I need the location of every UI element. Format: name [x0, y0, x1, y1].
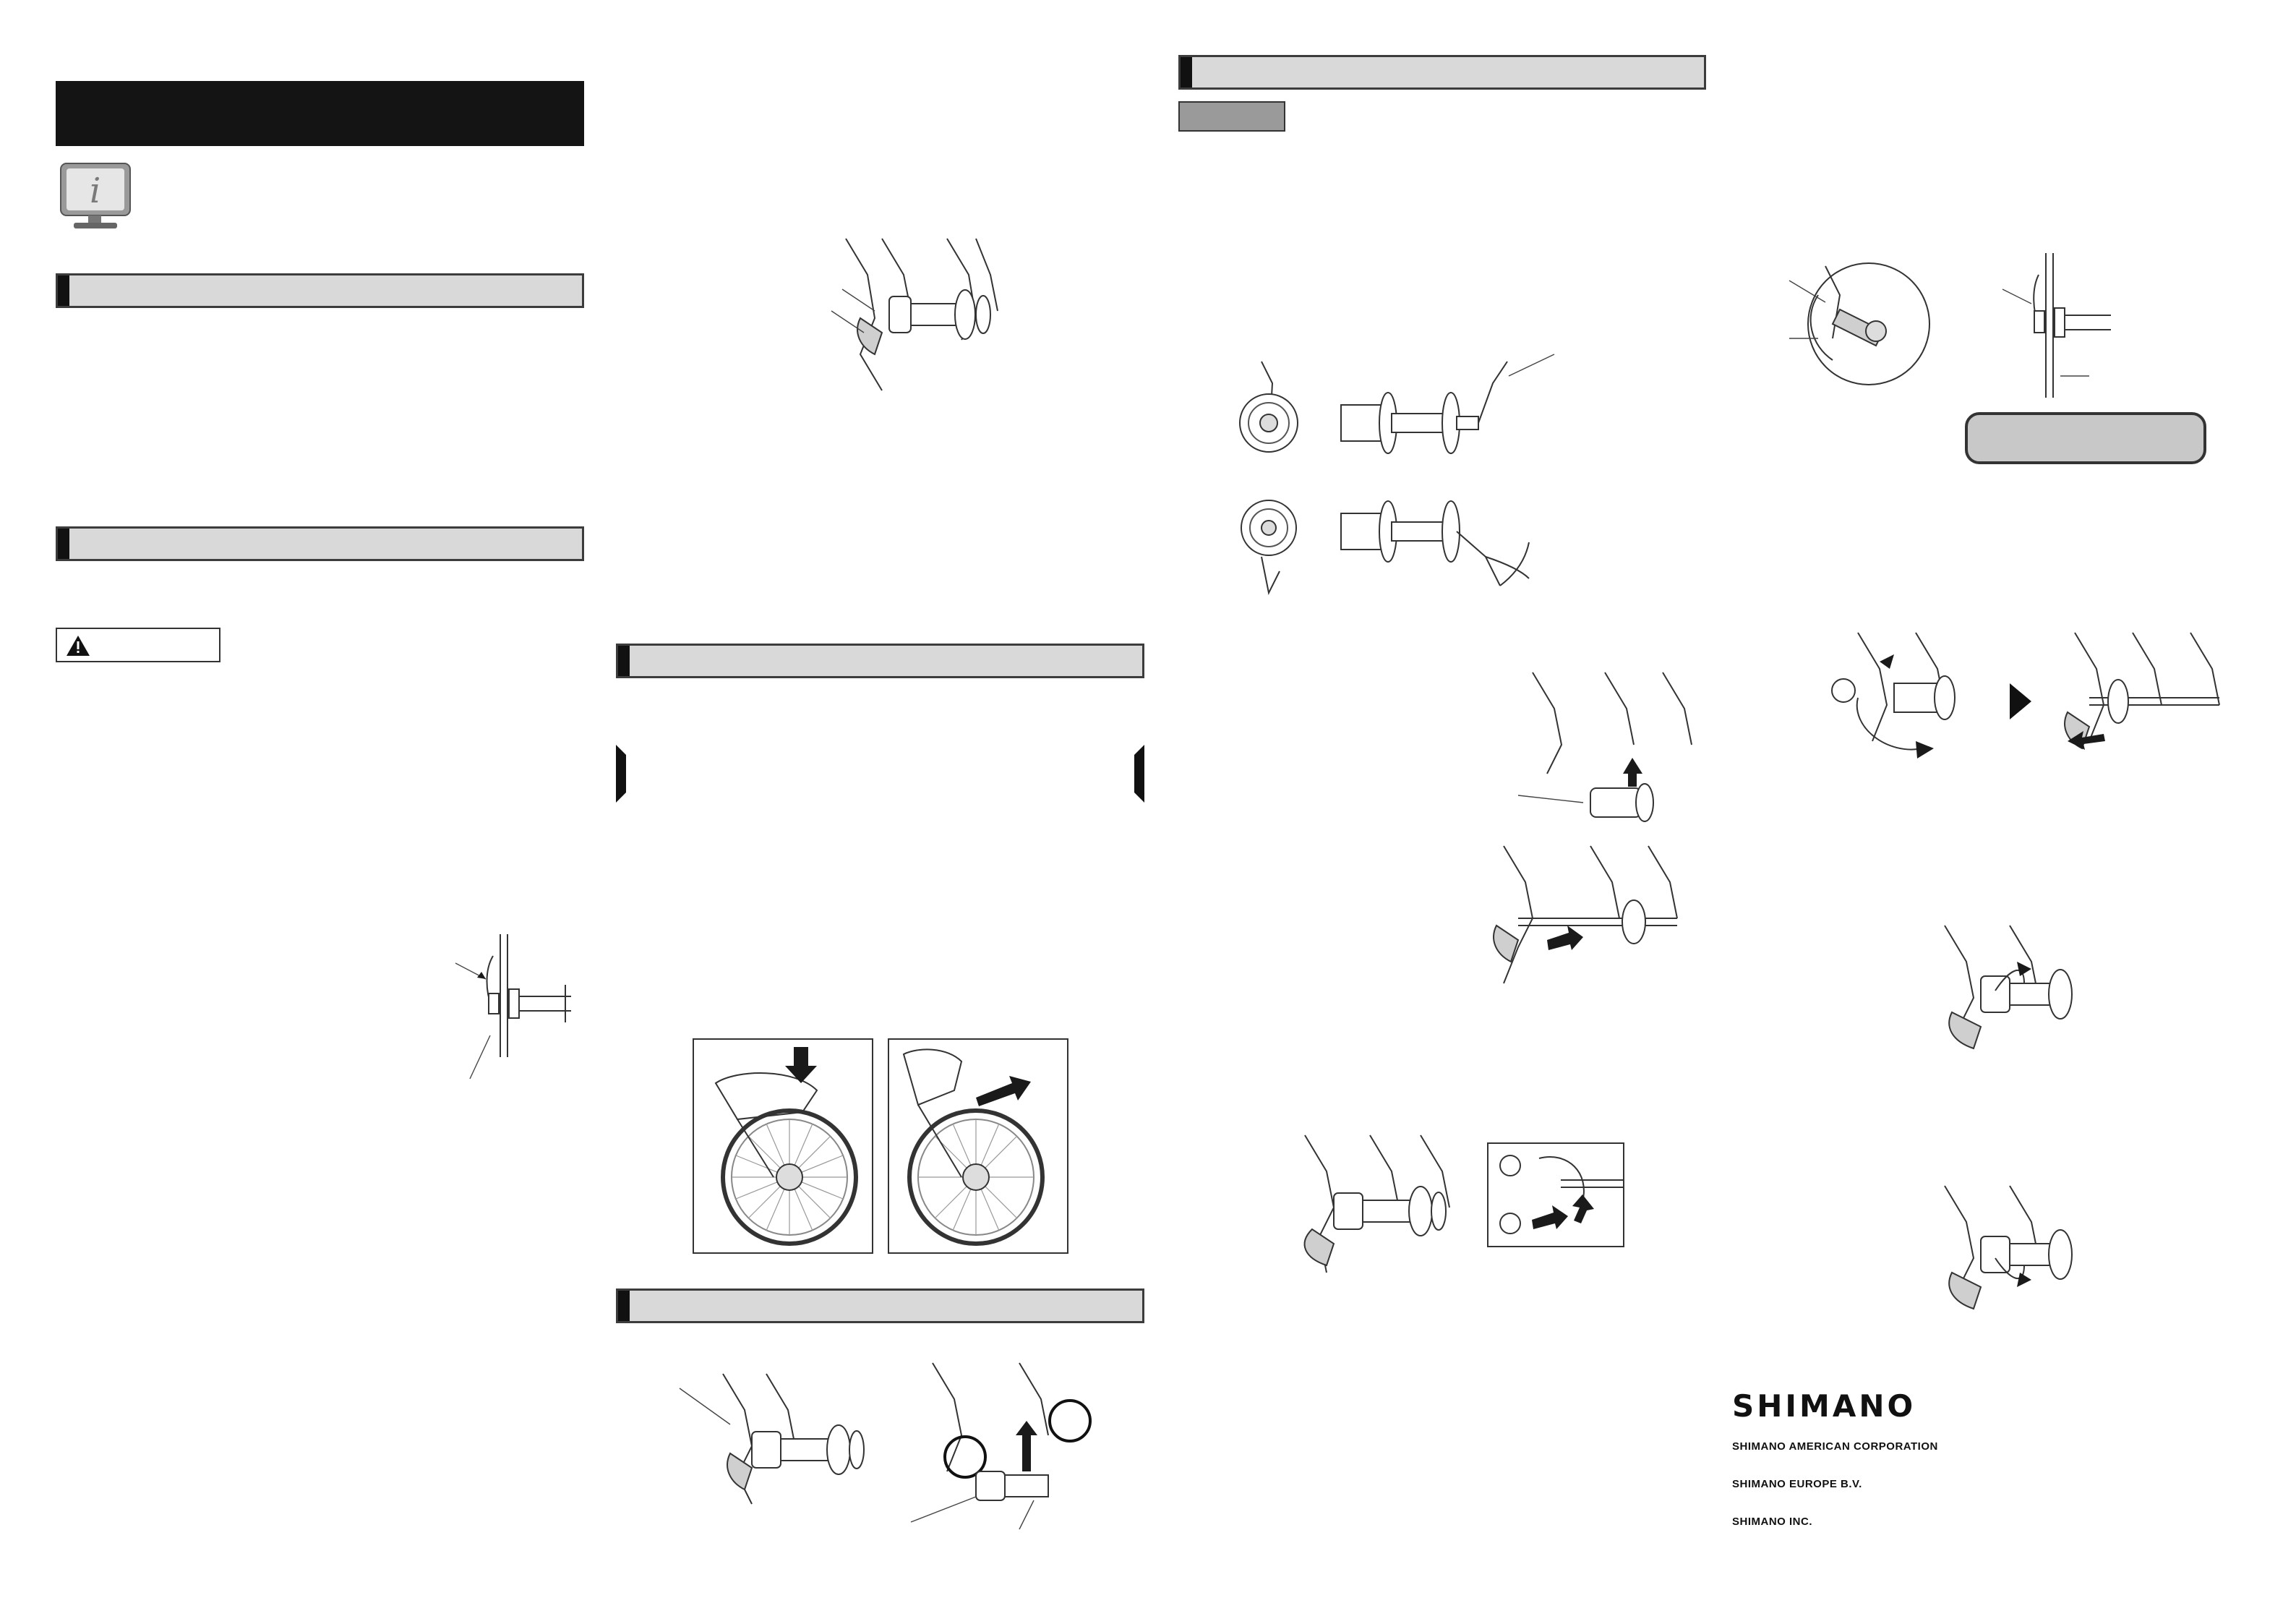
dropout-side-illustration	[448, 927, 578, 1086]
section-bar-3	[616, 644, 1144, 678]
pill-box	[1965, 412, 2206, 464]
lever-open-illustration-1	[1829, 625, 2002, 770]
wheel-press-illustration	[694, 1040, 872, 1252]
gray-label-box	[1178, 101, 1285, 132]
lever-close-illustration	[1290, 1128, 1478, 1280]
bracket-right	[1134, 745, 1144, 803]
warning-box	[56, 628, 220, 662]
arrow-icon	[2010, 683, 2031, 719]
wheel-check-frame-2	[888, 1038, 1068, 1254]
info-monitor-icon	[56, 161, 137, 233]
lever-inset-illustration	[1488, 1144, 1623, 1246]
inset-frame	[1487, 1142, 1624, 1247]
section-bar-1	[56, 273, 584, 308]
section-bar-5	[1178, 55, 1706, 90]
tighten-illustration	[1930, 918, 2096, 1056]
lever-open-illustration-2	[2046, 625, 2219, 770]
wheel-check-frame-1	[693, 1038, 873, 1254]
company-inc: SHIMANO INC.	[1732, 1516, 1812, 1528]
warning-triangle-icon	[66, 635, 90, 657]
hub-remove-illustration-1	[680, 1367, 875, 1511]
hub-qr-illustration-top	[831, 231, 1027, 390]
qr-insert-illustration-1	[1504, 665, 1706, 824]
title-banner	[56, 81, 584, 146]
lever-position-illustration	[1789, 252, 1934, 396]
lever-side-illustration	[2002, 246, 2111, 405]
hub-remove-illustration-2	[911, 1356, 1106, 1529]
company-europe: SHIMANO EUROPE B.V.	[1732, 1478, 1862, 1490]
qr-insert-illustration-2	[1475, 839, 1692, 998]
section-bar-2	[56, 526, 584, 561]
shimano-logo: SHIMANO	[1732, 1388, 1916, 1424]
section-bar-4	[616, 1288, 1144, 1323]
wheel-shake-illustration	[889, 1040, 1067, 1252]
svg-text:i: i	[90, 171, 101, 211]
hub-type-a-illustration	[1240, 354, 1558, 463]
hub-type-b-illustration	[1240, 492, 1558, 600]
loosen-illustration	[1930, 1179, 2096, 1316]
company-american: SHIMANO AMERICAN CORPORATION	[1732, 1440, 1938, 1453]
bracket-left	[616, 745, 626, 803]
